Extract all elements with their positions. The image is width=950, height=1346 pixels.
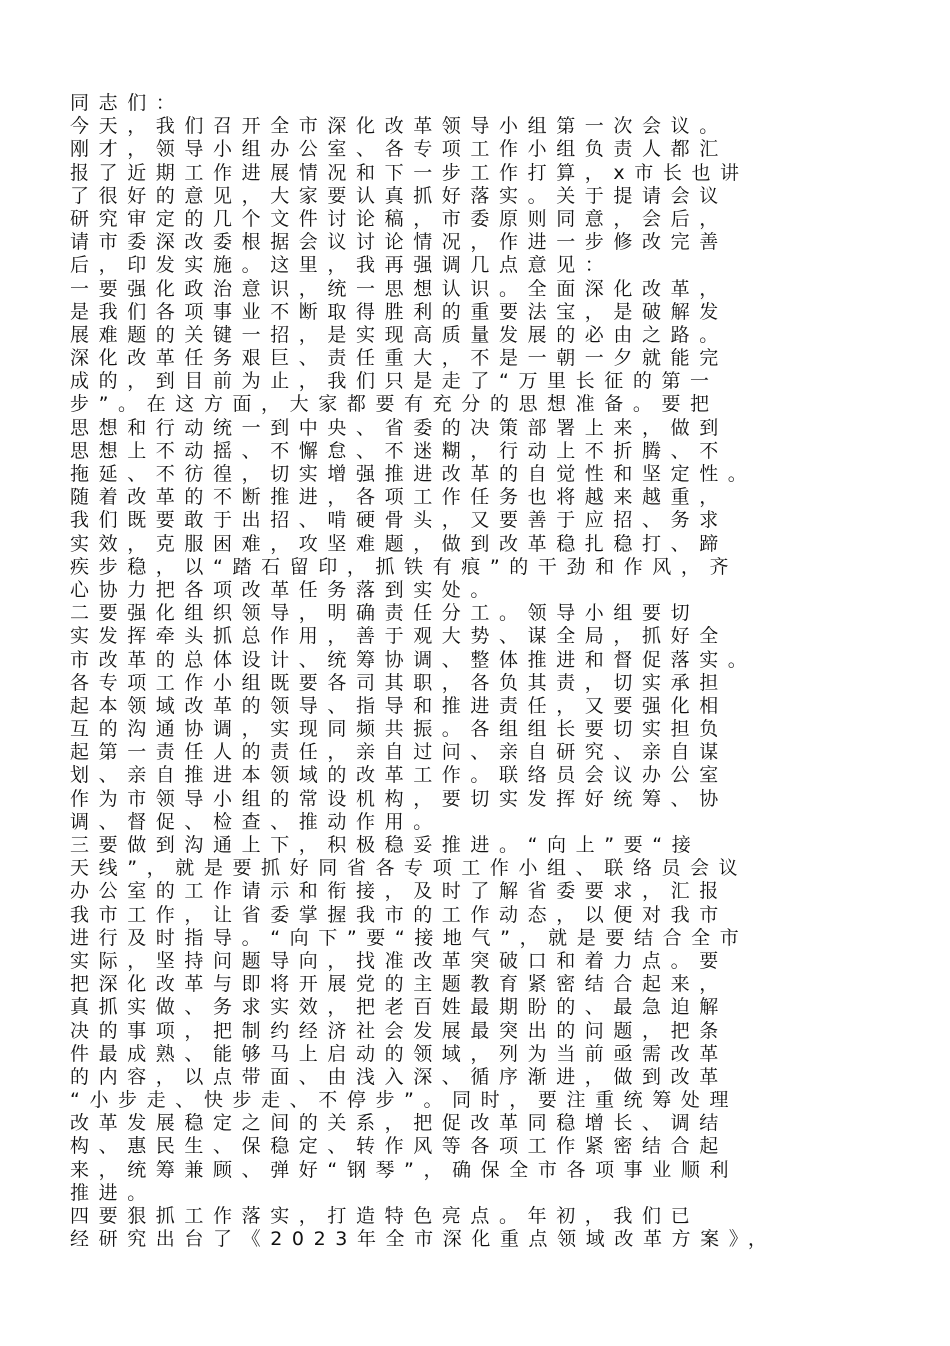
text-line: 三要做到沟通上下，积极稳妥推进。“向上”要“接	[70, 834, 701, 856]
text-line: 作为市领导小组的常设机构，要切实发挥好统筹、协	[70, 787, 728, 810]
text-line: 起第一责任人的责任，亲自过问、亲自研究、亲自谋	[70, 741, 728, 764]
text-line: 实效，克服困难，攻坚难题，做到改革稳扎稳打、蹄	[70, 532, 728, 555]
text-line: 经研究出台了《2023年全市深化重点领域改革方案》，	[70, 1228, 777, 1251]
text-line: 件最成熟、能够马上启动的领域，列为当前亟需改革	[70, 1042, 728, 1065]
text-line: 构、惠民生、保稳定、转作风等各项工作紧密结合起	[70, 1135, 728, 1158]
text-line: 办公室的工作请示和衔接，及时了解省委要求，汇报	[70, 880, 728, 903]
text-line: 刚才，领导小组办公室、各专项工作小组负责人都汇	[70, 138, 728, 161]
text-line: 拖延、不彷徨，切实增强推进改革的自觉性和坚定性。	[70, 463, 757, 485]
text-line: 一要强化政治意识，统一思想认识。全面深化改革，	[70, 277, 728, 300]
text-line: 了很好的意见，大家要认真抓好落实。关于提请会议	[70, 184, 728, 207]
text-line: 改革发展稳定之间的关系，把促改革同稳增长、调结	[70, 1112, 728, 1135]
text-line: 心协力把各项改革任务落到实处。	[70, 578, 500, 601]
text-line: 市改革的总体设计、统筹协调、整体推进和督促落实。	[70, 648, 757, 671]
text-line: 划、亲自推进本领域的改革工作。联络员会议办公室	[70, 764, 728, 787]
text-line: 推进。	[70, 1181, 156, 1204]
text-line: 思想上不动摇、不懈怠、不迷糊，行动上不折腾、不	[70, 439, 728, 462]
text-line: 同志们：	[70, 92, 185, 114]
text-line: 我们既要敢于出招、啃硬骨头，又要善于应招、务求	[70, 509, 728, 532]
text-line: 进行及时指导。“向下”要“接地气”，就是要结合全市	[70, 926, 749, 949]
text-line: 实际，坚持问题导向，找准改革突破口和着力点。要	[70, 949, 728, 972]
text-line: 我市工作，让省委掌握我市的工作动态，以便对我市	[70, 903, 728, 926]
text-line: 天线”，就是要抓好同省各专项工作小组、联络员会议	[70, 857, 748, 880]
text-line: 各专项工作小组既要各司其职，各负其责，切实承担	[70, 671, 728, 694]
text-line: 来，统筹兼顾、弹好“钢琴”，确保全市各项事业顺利	[70, 1158, 739, 1181]
text-line: 真抓实做、务求实效，把老百姓最期盼的、最急迫解	[70, 996, 728, 1019]
text-line: 四要狠抓工作落实，打造特色亮点。年初，我们已	[70, 1205, 700, 1227]
text-line: 成的，到目前为止，我们只是走了“万里长征的第一	[70, 370, 719, 393]
speech-text-body	[70, 92, 900, 1251]
text-line: 互的沟通协调，实现同频共振。各组组长要切实担负	[70, 718, 728, 741]
text-line: 思想和行动统一到中央、省委的决策部署上来，做到	[70, 416, 728, 439]
text-line: 深化改革任务艰巨、责任重大，不是一朝一夕就能完	[70, 347, 728, 370]
text-line: 今天，我们召开全市深化改革领导小组第一次会议。	[70, 115, 728, 138]
text-line: 把深化改革与即将开展党的主题教育紧密结合起来，	[70, 973, 728, 996]
text-line: 起本领域改革的领导、指导和推进责任，又要强化相	[70, 694, 728, 717]
text-line: 疾步稳，以“踏石留印，抓铁有痕”的干劲和作风，齐	[70, 555, 739, 578]
text-line: 展难题的关键一招，是实现高质量发展的必由之路。	[70, 323, 728, 346]
text-line: 二要强化组织领导，明确责任分工。领导小组要切	[70, 602, 700, 625]
text-line: 调、督促、检查、推动作用。	[70, 810, 442, 833]
text-line: 步”。在这方面，大家都要有充分的思想准备。要把	[70, 393, 719, 416]
text-line: 后，印发实施。这里，我再强调几点意见：	[70, 254, 614, 277]
text-line: “小步走、快步走、不停步”。同时，要注重统筹处理	[70, 1089, 739, 1112]
text-line: 决的事项，把制约经济社会发展最突出的问题，把条	[70, 1019, 728, 1042]
text-line: 研究审定的几个文件讨论稿，市委原则同意，会后，	[70, 207, 728, 230]
text-line: 是我们各项事业不断取得胜利的重要法宝，是破解发	[70, 300, 728, 323]
text-line: 随着改革的不断推进，各项工作任务也将越来越重，	[70, 486, 728, 509]
text-line: 实发挥牵头抓总作用，善于观大势、谋全局，抓好全	[70, 625, 728, 648]
text-line: 请市委深改委根据会议讨论情况，作进一步修改完善	[70, 231, 728, 254]
text-line: 的内容，以点带面、由浅入深、循序渐进，做到改革	[70, 1065, 728, 1088]
text-line: 报了近期工作进展情况和下一步工作打算，x市长也讲	[70, 161, 749, 184]
